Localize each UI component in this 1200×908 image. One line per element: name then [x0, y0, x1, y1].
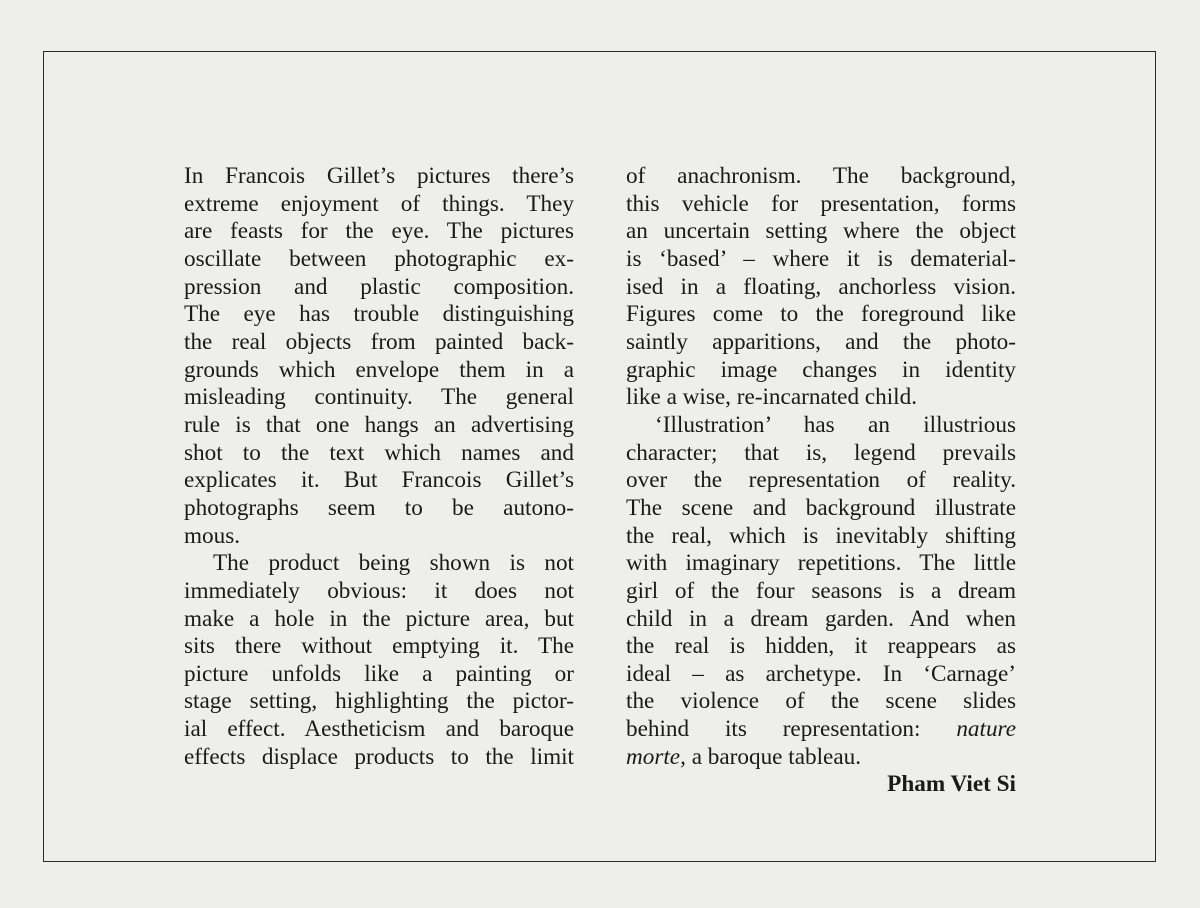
text-line: ‘Illustration’ has an illustrious [655, 411, 1016, 438]
italic-phrase: nature [956, 716, 1017, 743]
text-line: ideal – as archetype. In ‘Carnage’ [626, 660, 1016, 687]
text-line: rule is that one hangs an advertising [184, 411, 574, 438]
text-line: explicates it. But Francois Gillet’s [184, 467, 574, 494]
text-line: of anachronism. The background, [626, 163, 1016, 189]
text-line: sits there without emptying it. The [184, 633, 574, 660]
text-line: this vehicle for presentation, forms [626, 190, 1016, 217]
text-line: shot to the text which names and [184, 439, 574, 466]
text-line: saintly apparitions, and the photo- [626, 328, 1016, 355]
text-line: like a wise, re-incarnated child. [626, 384, 917, 411]
text-line: the real, which is inevitably shifting [626, 522, 1016, 549]
text-line: pression and plastic composition. [184, 273, 574, 300]
text-line: ised in a floating, anchorless vision. [626, 273, 1016, 300]
text-line: mous. [184, 522, 241, 549]
text-line: an uncertain setting where the object [626, 218, 1016, 245]
text-line: The product being shown is not [213, 550, 574, 577]
text-line: oscillate between photographic ex- [184, 245, 574, 272]
text-line: the real objects from painted back- [184, 328, 574, 355]
text-line: girl of the four seasons is a dream [626, 577, 1016, 604]
text-line: graphic image changes in identity [626, 356, 1016, 383]
author-signature: Pham Viet Si [887, 771, 1016, 798]
text-line-with-italic [626, 744, 1016, 772]
text-line: grounds which envelope them in a [184, 356, 574, 383]
text-line: over the representation of reality. [626, 467, 1016, 494]
text-line: The eye has trouble distinguishing [184, 301, 574, 328]
italic-phrase: morte, [626, 743, 686, 770]
text-line: Figures come to the foreground like [626, 301, 1016, 328]
article-column-left [184, 163, 574, 771]
text-line: The scene and background illustrate [626, 494, 1016, 521]
text-line: the real is hidden, it reappears as [626, 633, 1016, 660]
text-segment: behind its representation: [626, 716, 921, 743]
text-line: effects displace products to the limit [184, 743, 574, 770]
text-line: character; that is, legend prevails [626, 439, 1016, 466]
text-line: misleading continuity. The general [184, 384, 574, 411]
text-line: picture unfolds like a painting or [184, 660, 574, 687]
text-line: is ‘based’ – where it is dematerial- [626, 245, 1016, 272]
text-line: ial effect. Aestheticism and baroque [184, 716, 574, 743]
text-line: the violence of the scene slides [626, 688, 1016, 715]
text-line: photographs seem to be autono- [184, 494, 574, 521]
text-line-with-italic [626, 716, 1016, 744]
text-line: child in a dream garden. And when [626, 605, 1016, 632]
text-line: make a hole in the picture area, but [184, 605, 574, 632]
text-line: In Francois Gillet’s pictures there’s [184, 163, 574, 189]
article-column-right [626, 163, 1016, 799]
text-line: extreme enjoyment of things. They [184, 190, 574, 217]
text-line: stage setting, highlighting the pictor- [184, 688, 574, 715]
text-line: are feasts for the eye. The pictures [184, 218, 574, 245]
text-line: immediately obvious: it does not [184, 577, 574, 604]
text-line: with imaginary repetitions. The little [626, 550, 1016, 577]
text-segment: a baroque tableau. [685, 743, 862, 770]
